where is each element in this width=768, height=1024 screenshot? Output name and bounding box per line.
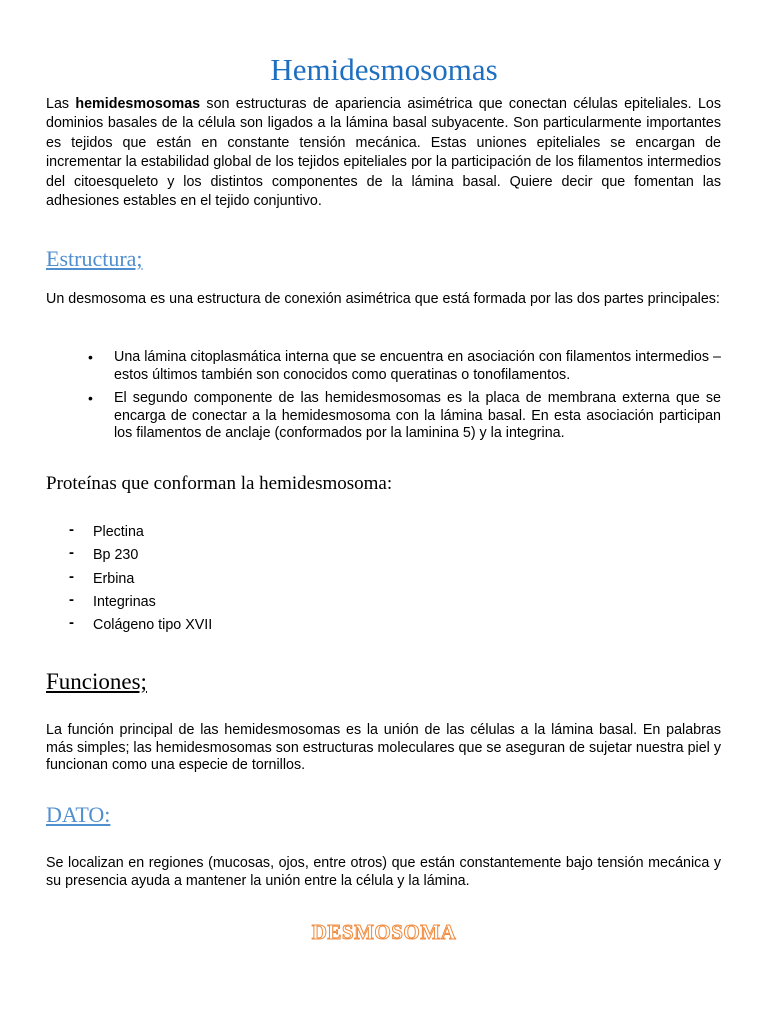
intro-paragraph — [46, 95, 721, 211]
bullet-text: El segundo componente de las hemidesmosomas es la placa de membrana externa que se encarga de conectar a la hemidesmosoma con la lámina basal. En esta asociación participan los filamentos de anclaje (conformados por la laminina 5) y la integrina. — [114, 390, 721, 442]
dash-icon: - — [69, 614, 74, 632]
page-title: Hemidesmosomas — [270, 52, 498, 87]
bullet-icon: • — [88, 349, 93, 365]
funciones-heading: Funciones; — [46, 669, 147, 694]
intro-bold-term: hemidesmosomas — [75, 96, 201, 112]
list-item — [46, 522, 212, 545]
dato-heading: DATO: — [46, 802, 111, 827]
proteinas-heading: Proteínas que conforman la hemidesmosoma: — [46, 473, 393, 494]
protein-name: Bp 230 — [93, 547, 139, 564]
list-item — [46, 349, 721, 384]
dash-icon: - — [69, 544, 74, 562]
estructura-heading: Estructura; — [46, 246, 143, 271]
list-item — [46, 390, 721, 443]
bullet-icon: • — [88, 390, 93, 407]
list-item — [46, 592, 212, 615]
dato-paragraph: Se localizan en regiones (mucosas, ojos, entre otros) que están constantemente bajo tensión mecánica y su presencia ayuda a mantener la unión entre la célula y la lámina. — [46, 855, 721, 889]
list-item — [46, 569, 212, 592]
dash-icon: - — [69, 590, 74, 608]
protein-name: Plectina — [93, 524, 144, 540]
bullet-text: Una lámina citoplasmática interna que se encuentra en asociación con filamentos intermedios – estos últimos también son conocidos como queratinas o tonofilamentos. — [114, 349, 721, 383]
protein-name: Colágeno tipo XVII — [93, 617, 213, 634]
dash-icon: - — [69, 567, 74, 585]
protein-name: Integrinas — [93, 593, 156, 610]
footer-word: DESMOSOMA — [311, 920, 457, 944]
protein-name: Erbina — [93, 570, 135, 587]
intro-rest: son estructuras de apariencia asimétrica que conectan células epiteliales. Los dominios basales de la célula son ligados a la lámina basal subyacente. Son particularmente importantes es tejidos que están en constante tensión mecánica. Estas uniones epiteliales se encargan de incrementar la estabilidad global de los tejidos epiteliales por la participación de los filamentos intermedios del citoesqueleto y los distintos componentes de la lámina basal. Quiere decir que fomentan las adhesiones estables en el tejido conjuntivo. — [46, 96, 721, 210]
proteinas-list — [46, 522, 212, 638]
estructura-paragraph: Un desmosoma es una estructura de conexión asimétrica que está formada por las dos partes principales: — [46, 291, 720, 307]
intro-prefix: Las — [46, 96, 76, 112]
estructura-bullet-list — [46, 349, 721, 449]
list-item — [46, 545, 212, 568]
list-item — [46, 615, 212, 638]
funciones-paragraph: La función principal de las hemidesmosomas es la unión de las células a la lámina basal. En palabras más simples; las hemidesmosomas son estructuras moleculares que se aseguran de sujetar nuestra piel y funcionan como una especie de tornillos. — [46, 722, 721, 774]
dash-icon: - — [69, 521, 74, 538]
